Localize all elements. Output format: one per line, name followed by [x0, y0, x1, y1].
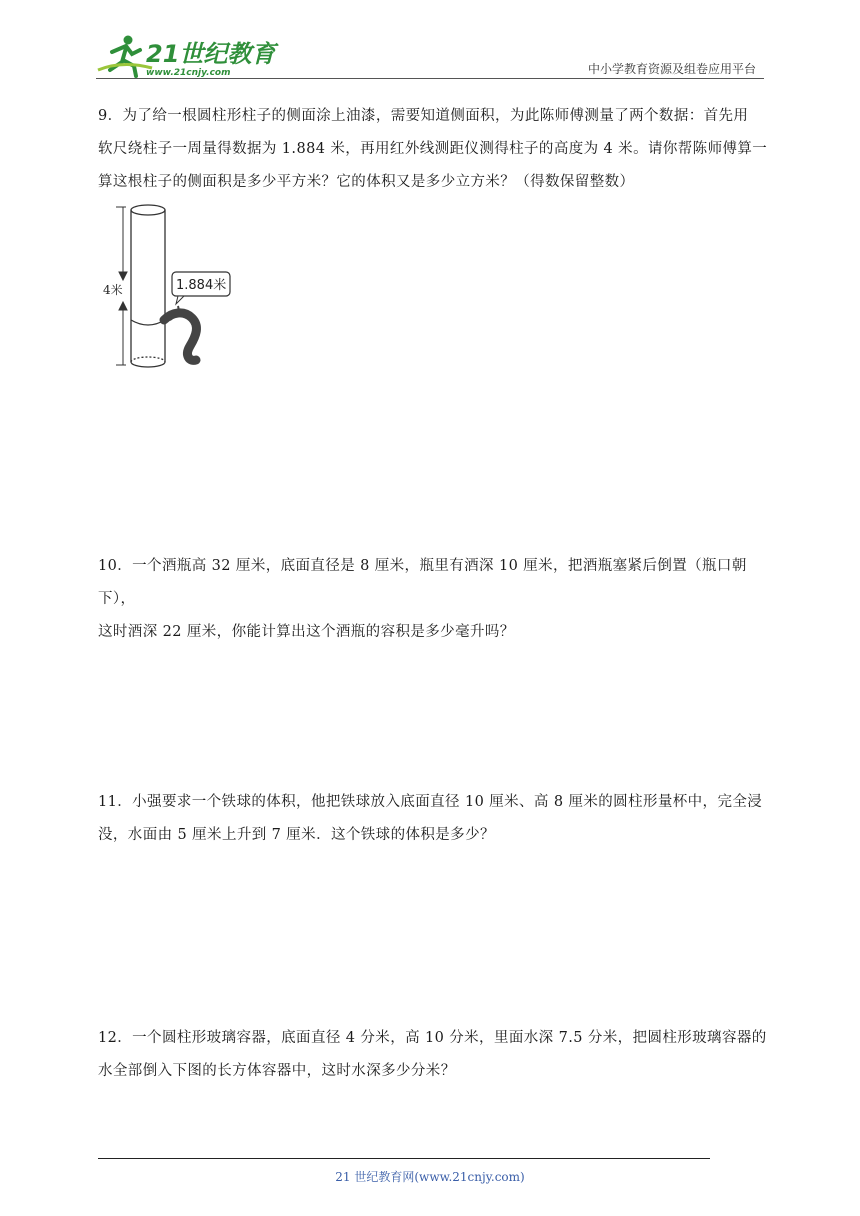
question-11-line-1: 11．小强要求一个铁球的体积，他把铁球放入底面直径 10 厘米、高 8 厘米的圆柱形量杯中，完全浸: [98, 794, 763, 810]
runner-icon: [98, 36, 152, 77]
cylinder-shape: [131, 205, 165, 367]
callout-label: 1.884米: [176, 278, 227, 293]
measurement-callout: [172, 272, 230, 304]
question-12-line-2: 水全部倒入下图的长方体容器中，这时水深多少分米？: [98, 1063, 456, 1079]
pillar-figure: [100, 200, 245, 375]
site-logo: [92, 30, 276, 82]
question-12-line-1: 12．一个圆柱形玻璃容器，底面直径 4 分米，高 10 分米，里面水深 7.5 分米，把圆柱形玻璃容器的: [98, 1030, 767, 1046]
question-9: [98, 100, 770, 199]
logo-text: 21世纪教育: [146, 40, 276, 68]
question-10-line-2: 这时酒深 22 厘米，你能计算出这个酒瓶的容积是多少毫升吗？: [98, 624, 515, 640]
question-9-line-2: 软尺绕柱子一周量得数据为 1.884 米，再用红外线测距仪测得柱子的高度为 4 米。请你帮陈师傅算一: [98, 141, 768, 157]
header-divider: [96, 78, 764, 79]
tape-measure: [164, 313, 196, 360]
logo-url: www.21cnjy.com: [146, 68, 231, 78]
question-9-line-3: 算这根柱子的侧面积是多少平方米？它的体积又是多少立方米？（得数保留整数）: [98, 174, 635, 190]
height-label: 4米: [103, 283, 123, 297]
question-10-line-1: 10．一个酒瓶高 32 厘米，底面直径是 8 厘米，瓶里有酒深 10 厘米，把酒瓶塞紧后倒置（瓶口朝下），: [98, 558, 747, 607]
question-11-line-2: 没，水面由 5 厘米上升到 7 厘米．这个铁球的体积是多少？: [98, 827, 495, 843]
question-10: [98, 550, 770, 649]
question-11: [98, 786, 770, 852]
footer-link[interactable]: 21 世纪教育网(www.21cnjy.com): [335, 1170, 525, 1184]
question-12: [98, 1022, 770, 1088]
header-tagline: 中小学教育资源及组卷应用平台: [587, 62, 756, 76]
question-9-line-1: 9．为了给一根圆柱形柱子的侧面涂上油漆，需要知道侧面积，为此陈师傅测量了两个数据：首先用: [98, 108, 749, 124]
footer-divider: [98, 1158, 710, 1159]
